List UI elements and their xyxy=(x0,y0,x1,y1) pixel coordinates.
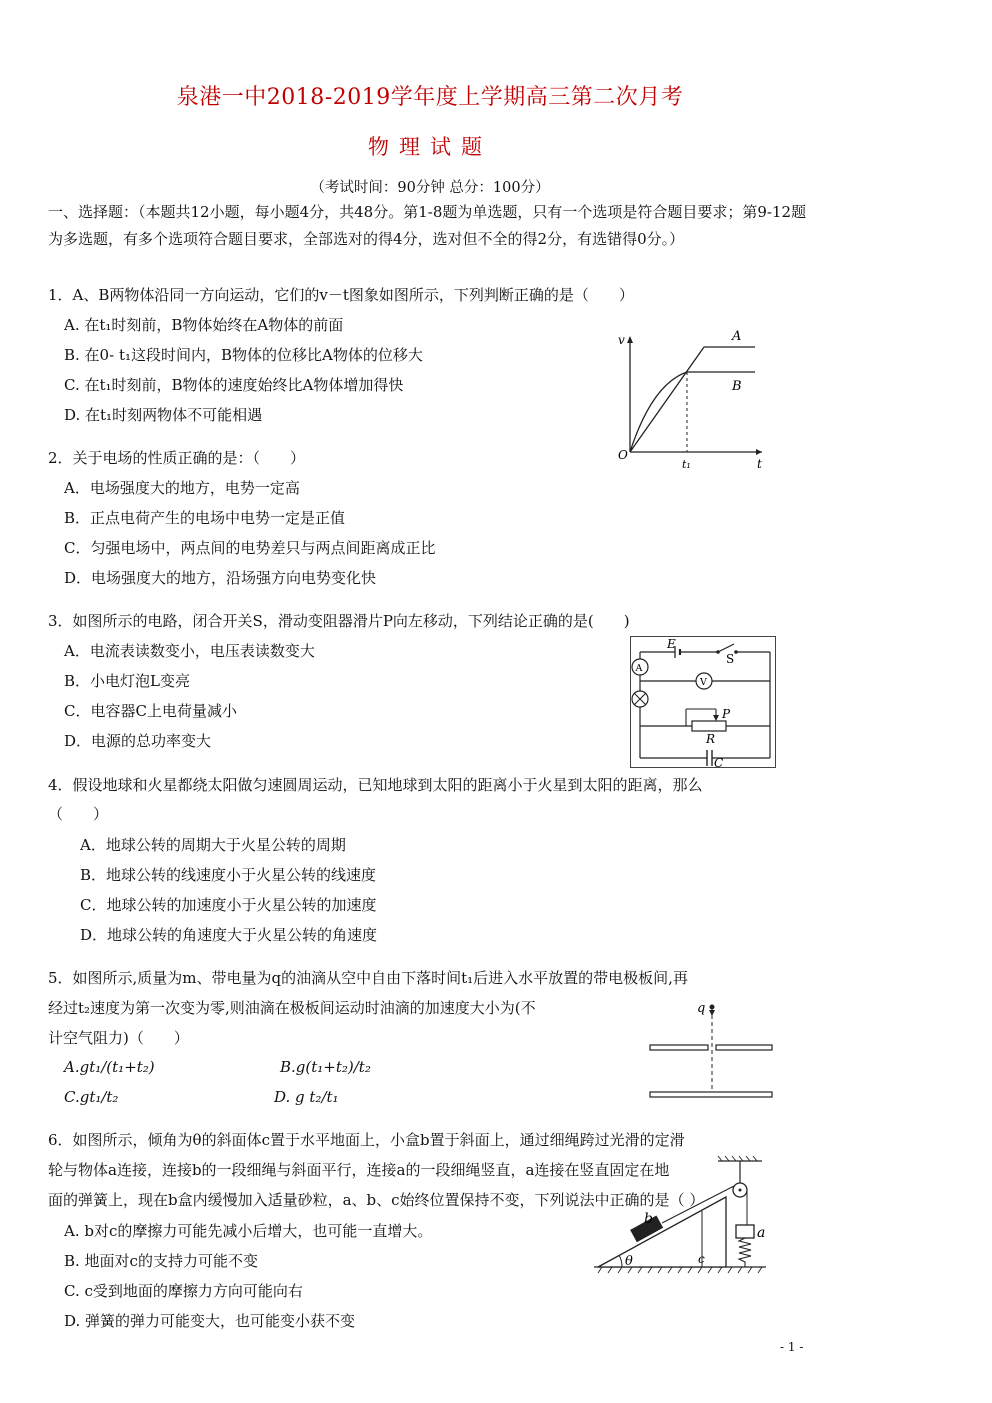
q3-circuit-diagram xyxy=(630,636,776,768)
exam-title: 泉港一中2018-2019学年度上学期高三第二次月考 xyxy=(176,85,684,110)
q6-option-c: C. c受到地面的摩擦力方向可能向右 xyxy=(64,1282,303,1300)
q5-stem-line3: 计空气阻力)（ ） xyxy=(48,1029,189,1047)
q1-option-b: B. 在0- t₁这段时间内，B物体的位移比A物体的位移大 xyxy=(64,346,423,364)
q2-option-a: A．电场强度大的地方，电势一定高 xyxy=(64,479,300,497)
q3-label-ammeter: A xyxy=(635,663,643,674)
q4-stem-line1: 4．假设地球和火星都绕太阳做匀速圆周运动，已知地球到太阳的距离小于火星到太阳的距离，那么 xyxy=(48,776,703,794)
q4-option-a: A．地球公转的周期大于火星公转的周期 xyxy=(80,836,346,854)
page-number: - 1 - xyxy=(780,1340,804,1354)
q6-stem-line1: 6．如图所示，倾角为θ的斜面体c置于水平地面上，小盒b置于斜面上，通过细绳跨过光滑的定滑 xyxy=(48,1131,685,1149)
q3-label-voltmeter: V xyxy=(700,677,707,688)
exam-info: （考试时间：90分钟 总分：100分） xyxy=(310,180,550,196)
q1-origin: O xyxy=(618,448,628,462)
q5-label-q: q xyxy=(697,1001,706,1016)
q6-option-b: B. 地面对c的支持力可能不变 xyxy=(64,1252,258,1270)
q3-stem: 3．如图所示的电路，闭合开关S，滑动变阻器滑片P向左移动，下列结论正确的是( ) xyxy=(48,612,630,630)
q1-option-c: C. 在t₁时刻前，B物体的速度始终比A物体增加得快 xyxy=(64,376,404,394)
q2-option-d: D．电场强度大的地方，沿场强方向电势变化快 xyxy=(64,569,377,587)
q4-stem-line2: （ ） xyxy=(48,805,109,823)
q5-stem-line1: 5．如图所示,质量为m、带电量为q的油滴从空中自由下落时间t₁后进入水平放置的带电极板间,再 xyxy=(48,969,688,987)
q6-option-d: D. 弹簧的弹力可能变大，也可能变小获不变 xyxy=(64,1312,356,1330)
q2-option-b: B．正点电荷产生的电场中电势一定是正值 xyxy=(64,509,346,527)
q6-label-c: c xyxy=(698,1252,705,1266)
q6-stem-line2: 轮与物体a连接，连接b的一段细绳与斜面平行，连接a的一段细绳竖直，a连接在竖直固定在地 xyxy=(48,1161,670,1179)
q5-option-a: A.gt₁/(t₁+t₂) xyxy=(64,1058,155,1076)
q4-option-b: B．地球公转的线速度小于火星公转的线速度 xyxy=(80,866,377,884)
q3-label-s: S xyxy=(726,652,735,666)
q5-option-b: B.g(t₁+t₂)/t₂ xyxy=(280,1058,371,1076)
q1-axis-v: v xyxy=(618,333,625,347)
q1-stem: 1．A、B两物体沿同一方向运动，它们的v－t图象如图所示，下列判断正确的是（ ） xyxy=(48,286,634,304)
q5-stem-line2: 经过t₂速度为第一次变为零,则油滴在极板间运动时油滴的加速度大小为(不 xyxy=(48,999,536,1017)
q5-option-c: C.gt₁/t₂ xyxy=(64,1088,119,1106)
q3-label-e: E xyxy=(667,637,676,651)
q6-label-b: b xyxy=(644,1211,653,1227)
q3-label-r: R xyxy=(706,732,716,746)
q6-option-a: A. b对c的摩擦力可能先减小后增大，也可能一直增大。 xyxy=(64,1222,433,1240)
q3-label-c: C xyxy=(714,756,724,768)
q4-option-c: C．地球公转的加速度小于火星公转的加速度 xyxy=(80,896,377,914)
q6-stem-line3: 面的弹簧上，现在b盒内缓慢加入适量砂粒，a、b、c始终位置保持不变，下列说法中正确的是（ ） xyxy=(48,1191,705,1209)
q4-option-d: D．地球公转的角速度大于火星公转的角速度 xyxy=(80,926,378,944)
q3-option-b: B．小电灯泡L变亮 xyxy=(64,672,190,690)
q1-label-a: A xyxy=(732,329,742,344)
q1-axis-t: t xyxy=(757,457,762,471)
q3-option-a: A．电流表读数变小，电压表读数变大 xyxy=(64,642,315,660)
q1-option-d: D. 在t₁时刻两物体不可能相遇 xyxy=(64,406,263,424)
q1-option-a: A. 在t₁时刻前，B物体始终在A物体的前面 xyxy=(64,316,344,334)
q5-option-d: D. g t₂/t₁ xyxy=(274,1088,339,1106)
q3-option-d: D．电源的总功率变大 xyxy=(64,732,212,750)
q2-option-c: C．匀强电场中，两点间的电势差只与两点间距离成正比 xyxy=(64,539,436,557)
q1-label-b: B xyxy=(732,379,742,394)
q2-stem: 2．关于电场的性质正确的是：（ ） xyxy=(48,449,306,467)
q6-label-theta: θ xyxy=(625,1254,633,1269)
q3-label-p: P xyxy=(722,707,731,721)
q1-t1: t₁ xyxy=(682,458,691,471)
q3-option-c: C．电容器C上电荷量减小 xyxy=(64,702,237,720)
q6-label-a: a xyxy=(757,1225,766,1241)
section-instructions: 一、选择题：（本题共12小题，每小题4分，共48分。第1-8题为单选题，只有一个选项是符合题目要求；第9-12题为多选题，有多个选项符合题目要求，全部选对的得4分，选对但不全的得2分，有选错得0分。） xyxy=(48,203,807,248)
paper-subtitle: 物理试题 xyxy=(368,135,492,159)
q5-plates-diagram xyxy=(648,996,776,1106)
q1-vt-graph xyxy=(612,322,782,472)
q6-incline-diagram xyxy=(592,1155,770,1280)
